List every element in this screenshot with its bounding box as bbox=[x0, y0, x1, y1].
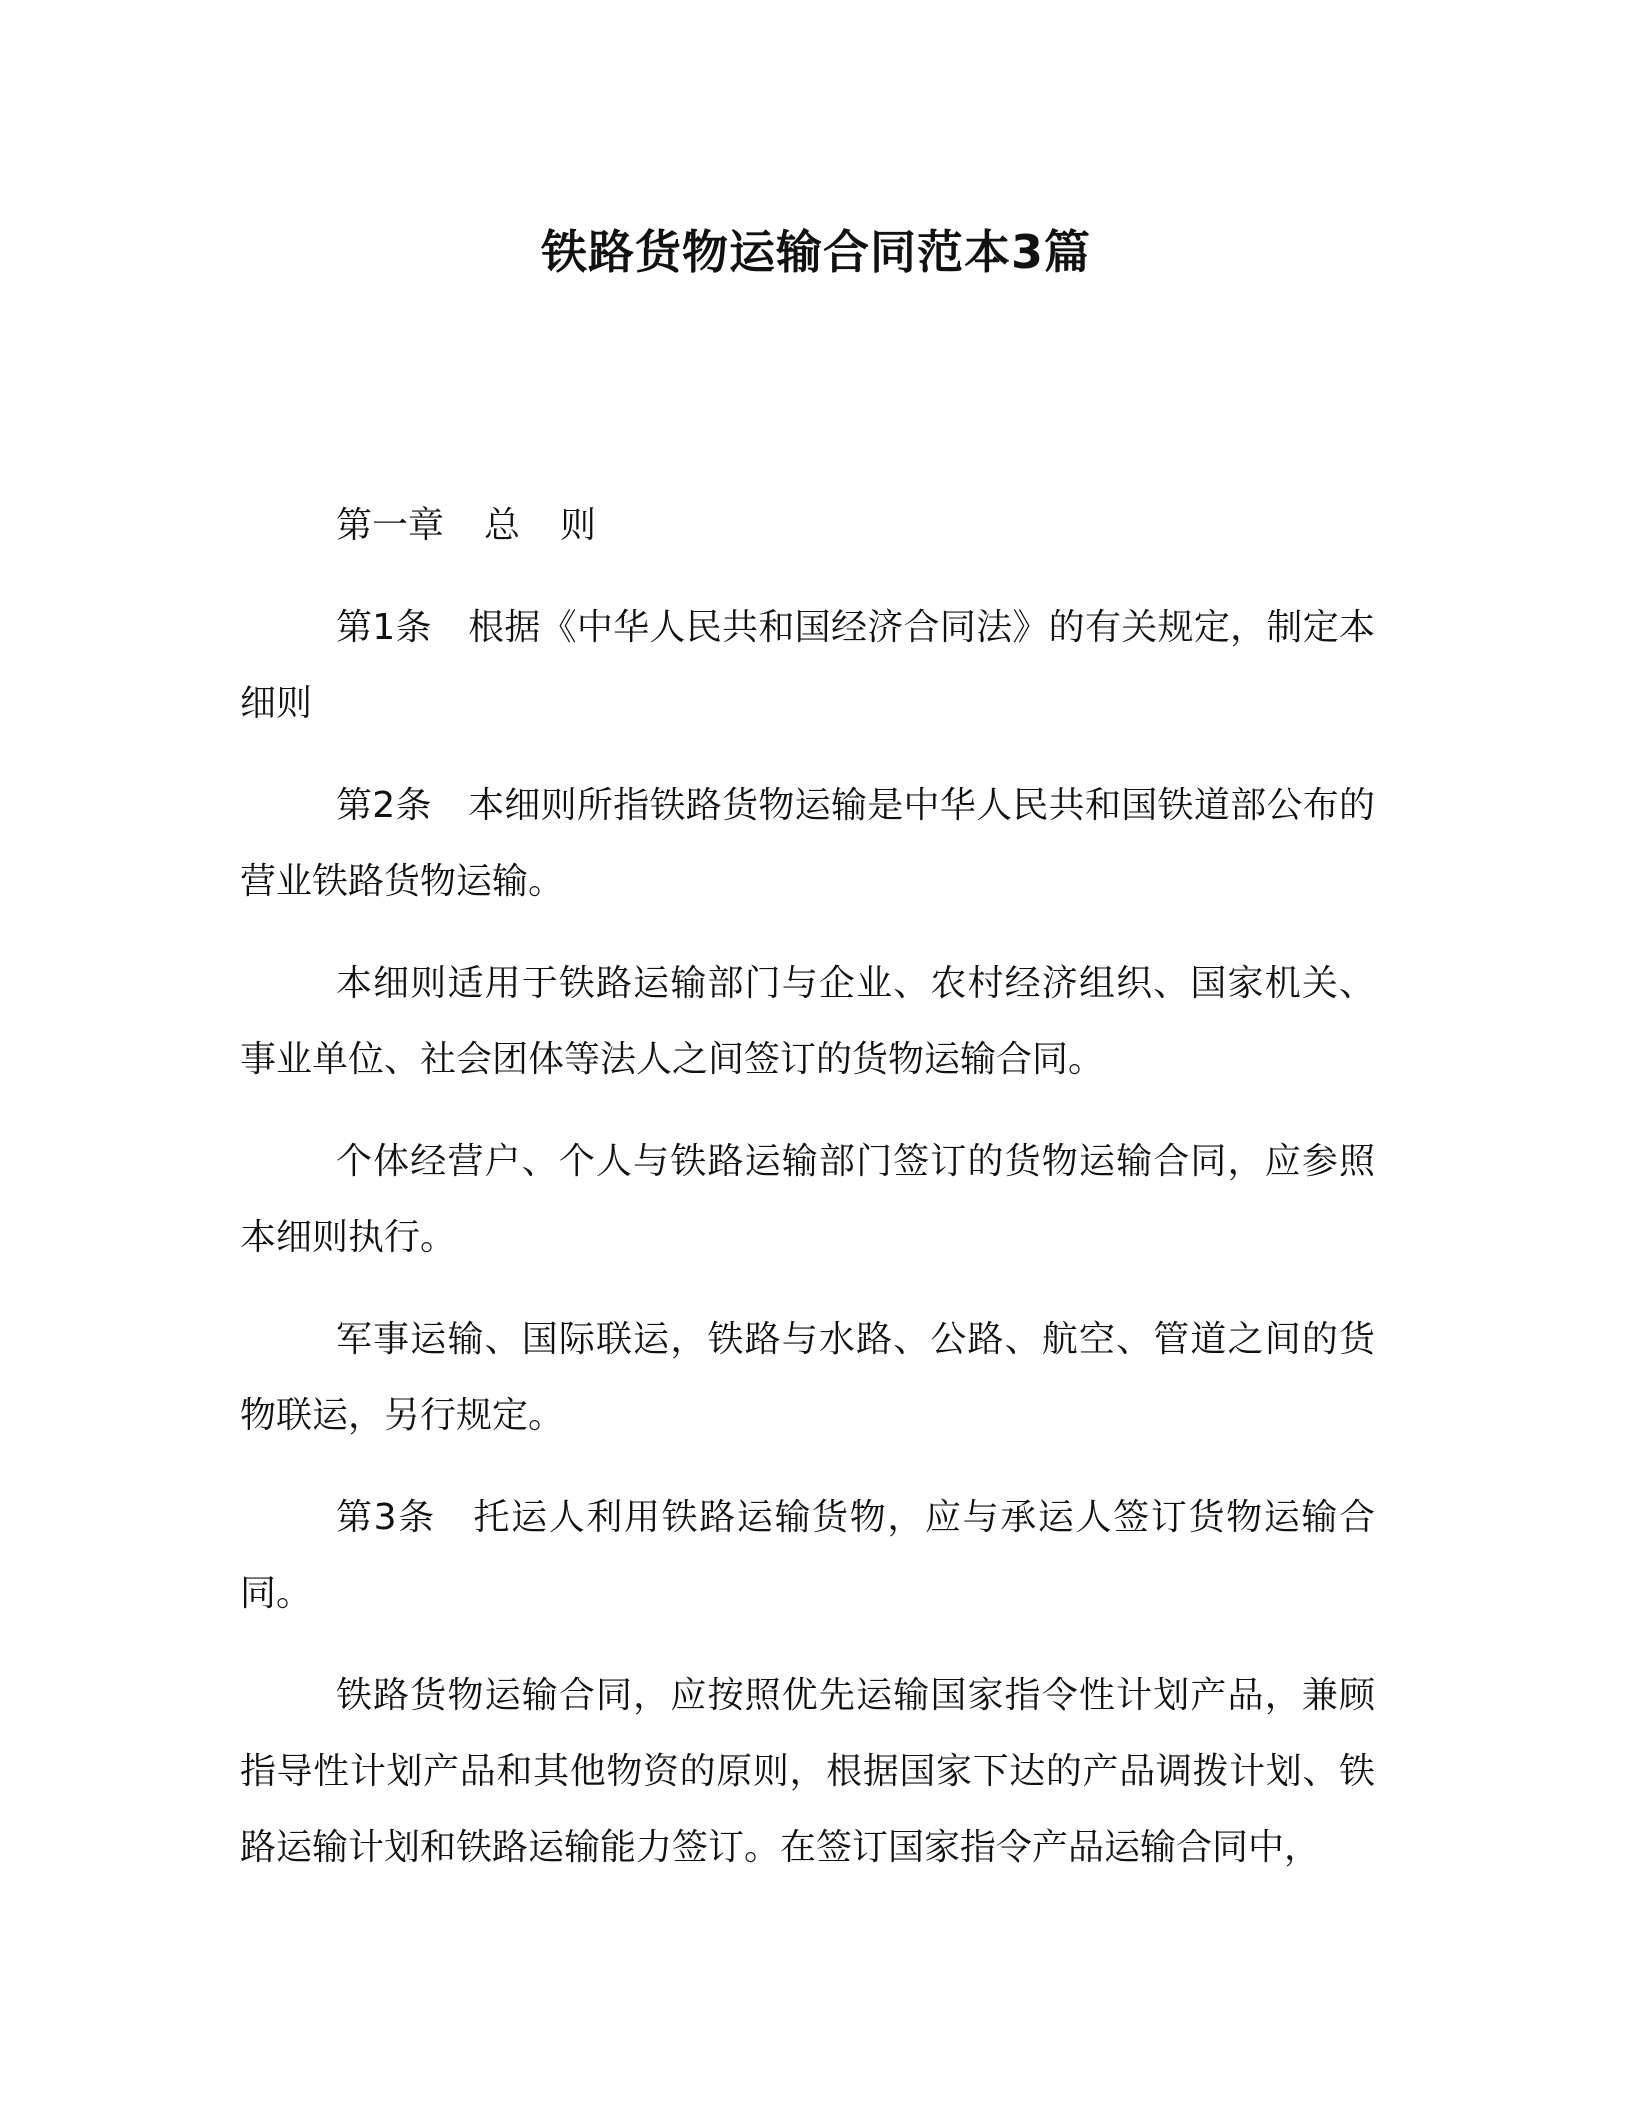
chapter-label: 第一章 bbox=[336, 505, 445, 546]
article-number: 第2条 bbox=[336, 785, 432, 826]
paragraph-text: 托运人利用铁路运输货物，应与承运人签订货物运输合同。 bbox=[240, 1497, 1375, 1614]
article-number: 第3条 bbox=[336, 1497, 436, 1538]
paragraph bbox=[240, 1124, 1375, 1276]
document-title: 铁路货物运输合同范本3篇 bbox=[540, 225, 1091, 279]
paragraph-text: 本细则适用于铁路运输部门与企业、农村经济组织、国家机关、事业单位、社会团体等法人之间签订的货物运输合同。 bbox=[240, 963, 1375, 1080]
paragraph-text: 本细则所指铁路货物运输是中华人民共和国铁道部公布的营业铁路货物运输。 bbox=[240, 785, 1375, 902]
paragraph bbox=[240, 1302, 1375, 1454]
paragraph-text: 根据《中华人民共和国经济合同法》的有关规定，制定本细则 bbox=[240, 607, 1375, 724]
paragraph-article-1 bbox=[240, 590, 1375, 742]
paragraph bbox=[240, 946, 1375, 1098]
paragraph-article-3 bbox=[240, 1480, 1375, 1632]
paragraph-text: 个体经营户、个人与铁路运输部门签订的货物运输合同，应参照本细则执行。 bbox=[240, 1141, 1375, 1258]
paragraph-article-2 bbox=[240, 768, 1375, 920]
chapter-name-2: 则 bbox=[560, 505, 597, 546]
document-body bbox=[240, 488, 1375, 1912]
paragraph-text: 铁路货物运输合同，应按照优先运输国家指令性计划产品，兼顾指导性计划产品和其他物资的原则，根据国家下达的产品调拨计划、铁路运输计划和铁路运输能力签订。在签订国家指令产品运输合同中， bbox=[240, 1675, 1375, 1868]
paragraph-text: 军事运输、国际联运，铁路与水路、公路、航空、管道之间的货物联运，另行规定。 bbox=[240, 1319, 1375, 1436]
chapter-heading bbox=[240, 488, 1375, 564]
article-number: 第1条 bbox=[336, 607, 432, 648]
paragraph bbox=[240, 1658, 1375, 1886]
chapter-name-1: 总 bbox=[484, 505, 521, 546]
